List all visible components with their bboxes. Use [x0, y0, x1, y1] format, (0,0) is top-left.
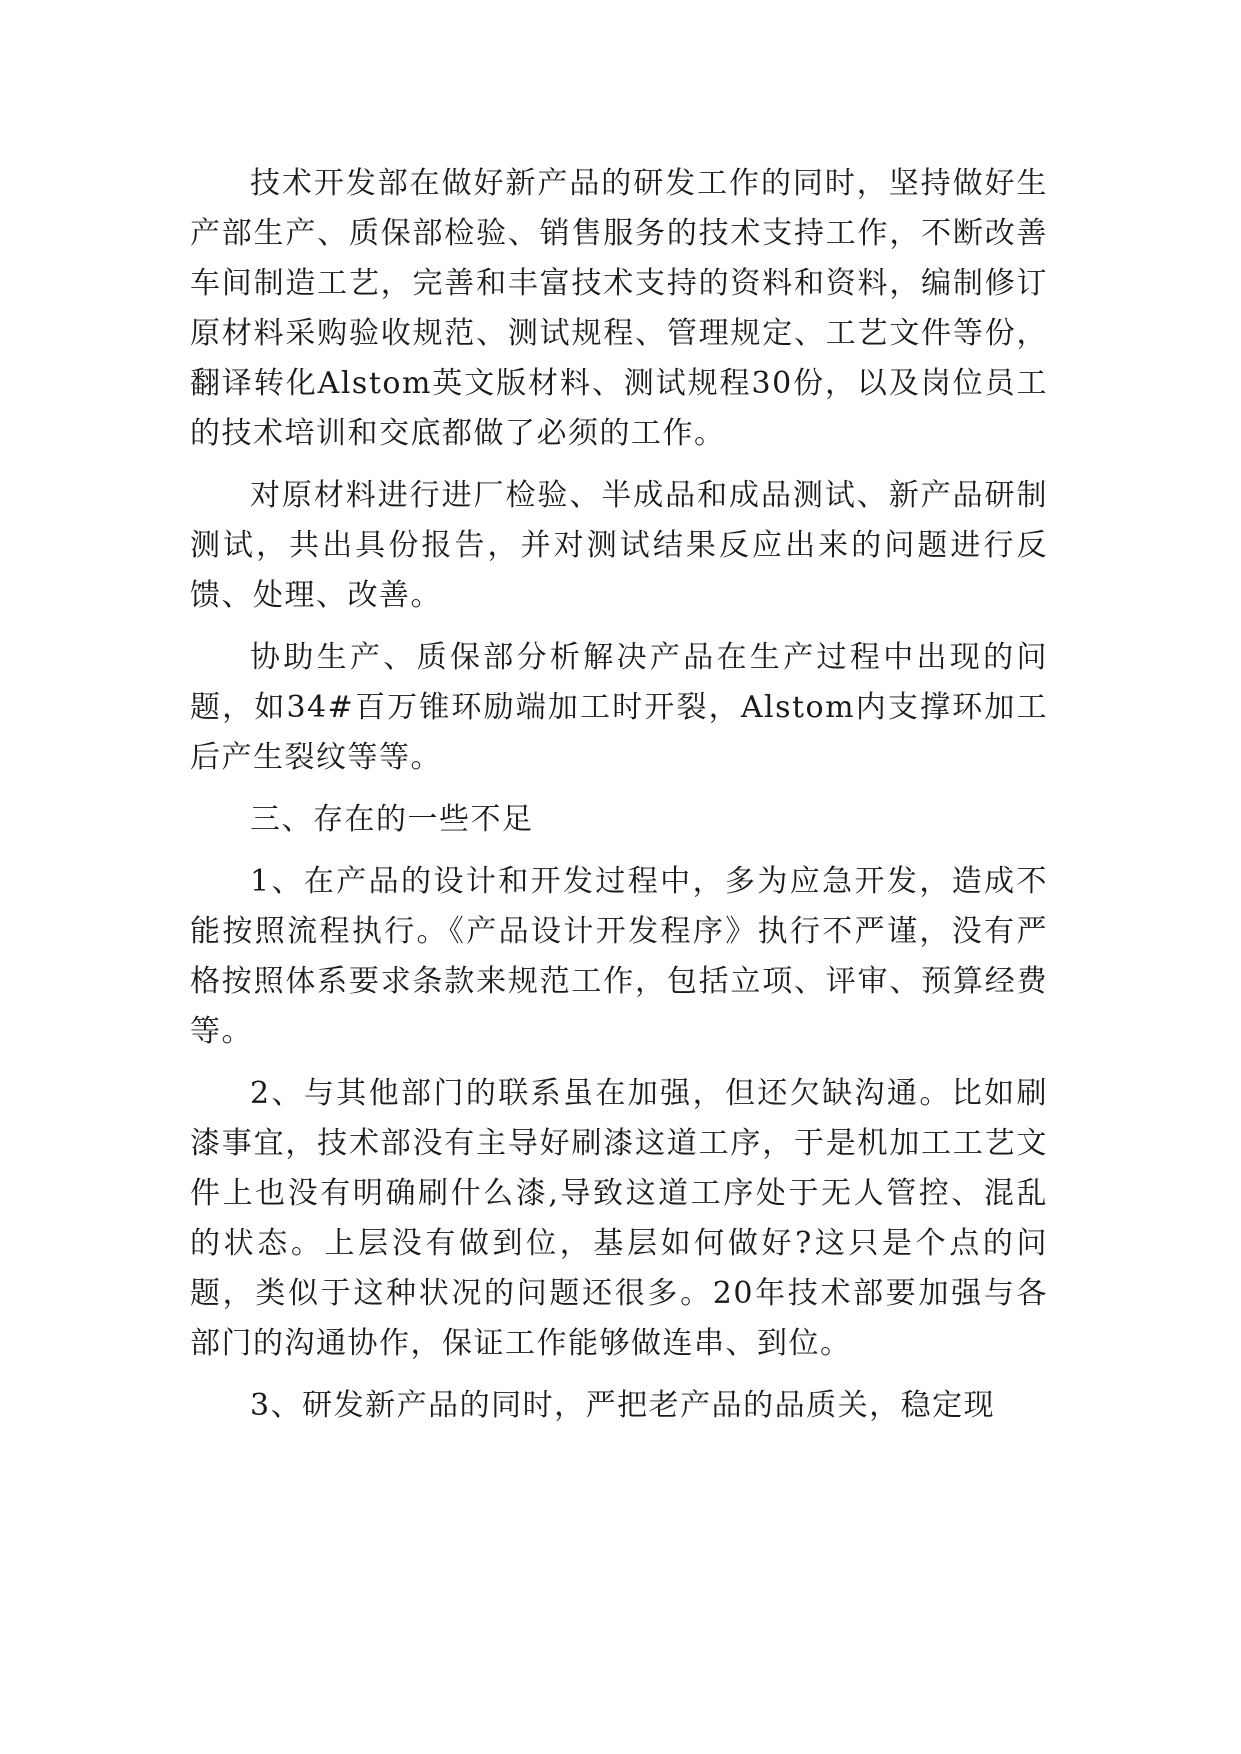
paragraph-tech-support: 技术开发部在做好新产品的研发工作的同时，坚持做好生产部生产、质保部检验、销售服务的技术支持工作，不断改善车间制造工艺，完善和丰富技术支持的资料和资料，编制修订原材料采购验收规范、测试规程、管理规定、工艺文件等份，翻译转化Alstom英文版材料、测试规程30份，以及岗位员工的技术培训和交底都做了必须的工作。	[190, 166, 1048, 451]
paragraph-production-assist: 协助生产、质保部分析解决产品在生产过程中出现的问题，如34#百万锥环励端加工时开裂，Alstom内支撑环加工后产生裂纹等等。	[190, 640, 1048, 775]
paragraph-item-3: 3、研发新产品的同时，严把老产品的品质关，稳定现	[250, 1388, 996, 1423]
section-heading-shortcomings: 三、存在的一些不足	[250, 802, 534, 837]
document-body	[190, 159, 1048, 1443]
paragraph-item-1: 1、在产品的设计和开发过程中，多为应急开发，造成不能按照流程执行。《产品设计开发程序》执行不严谨，没有严格按照体系要求条款来规范工作，包括立项、评审、预算经费等。	[190, 864, 1048, 1049]
paragraph-material-testing: 对原材料进行进厂检验、半成品和成品测试、新产品研制测试，共出具份报告，并对测试结果反应出来的问题进行反馈、处理、改善。	[190, 478, 1048, 613]
paragraph-item-2: 2、与其他部门的联系虽在加强，但还欠缺沟通。比如刷漆事宜，技术部没有主导好刷漆这道工序，于是机加工工艺文件上也没有明确刷什么漆,导致这道工序处于无人管控、混乱的状态。上层没有做到位，基层如何做好?这只是个点的问题，类似于这种状况的问题还很多。20年技术部要加强与各部门的沟通协作，保证工作能够做连串、到位。	[190, 1076, 1048, 1361]
